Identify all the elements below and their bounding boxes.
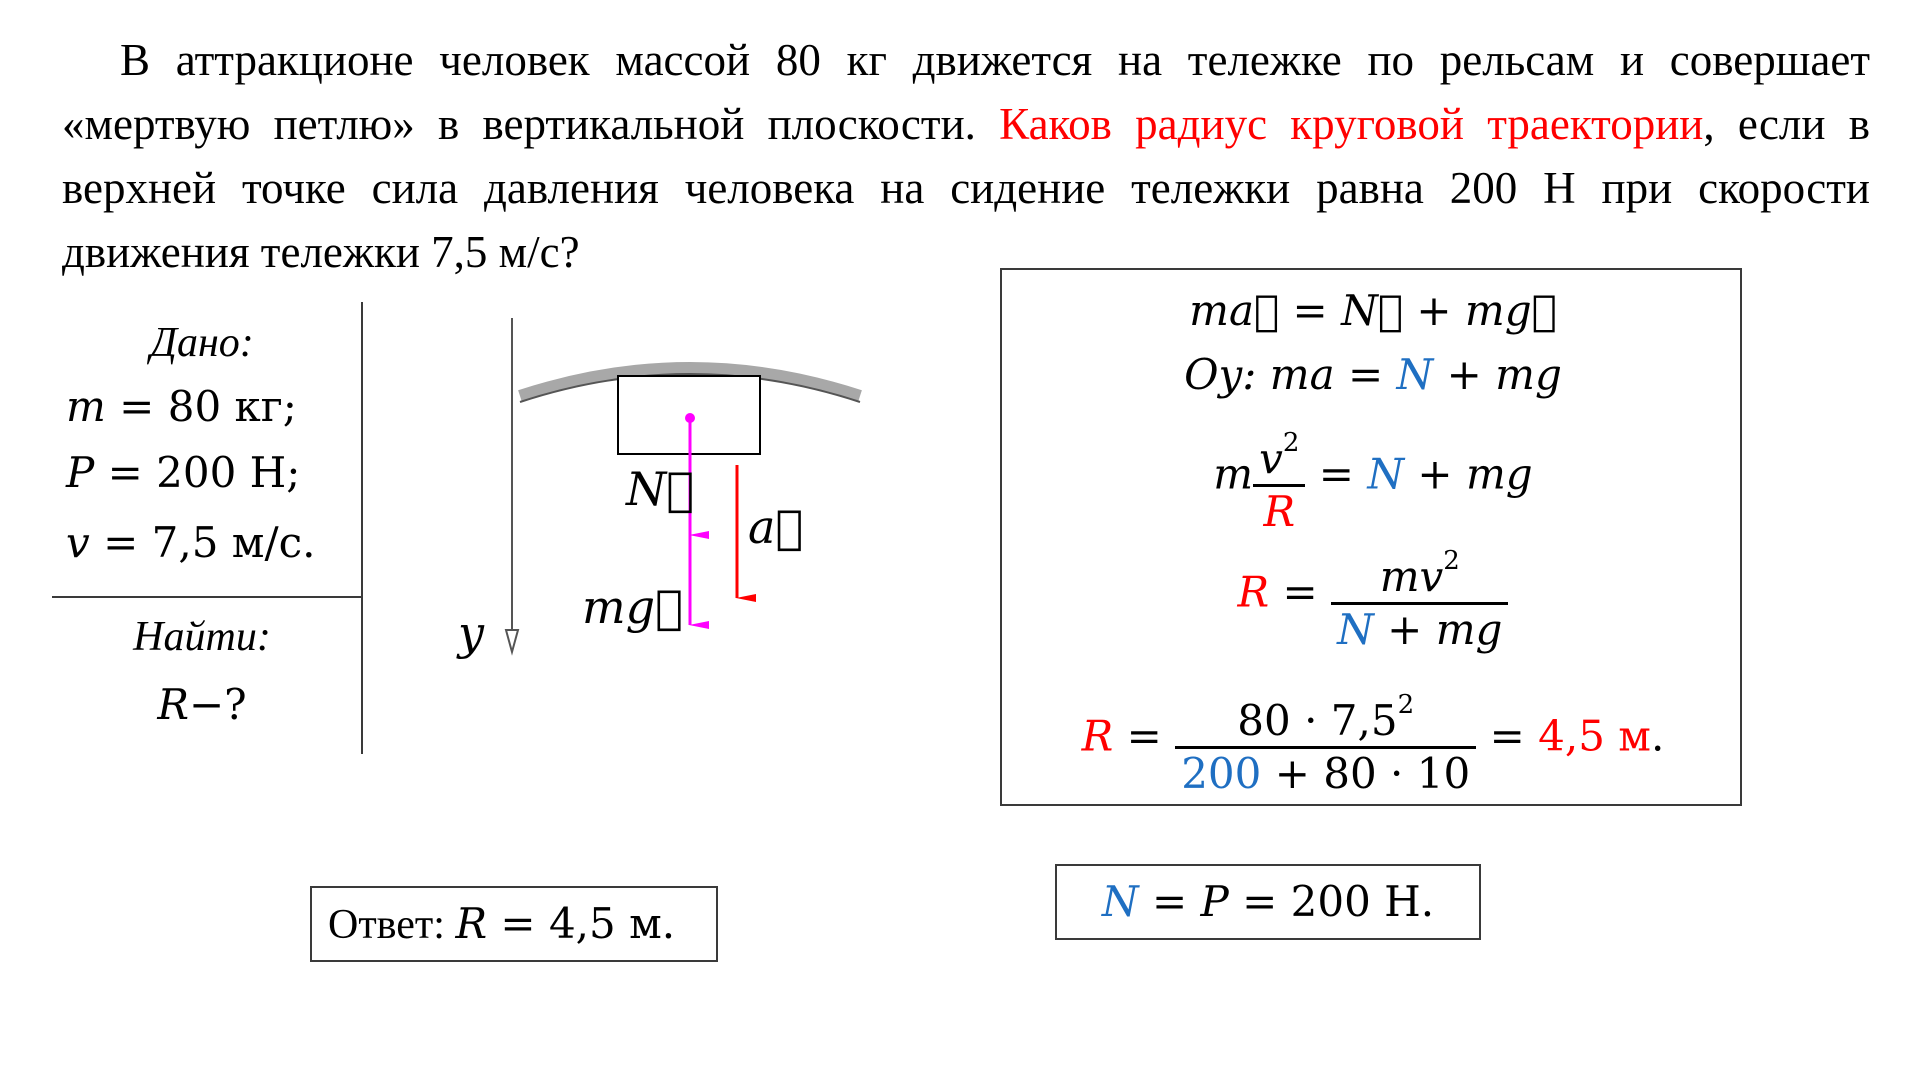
answer-value: = 4,5 м. [487, 899, 676, 948]
label-normal-force: N⃗ [626, 462, 694, 516]
answer-symbol: R [455, 899, 488, 948]
eq4-radius: R [1237, 567, 1270, 617]
equation-centripetal [1002, 418, 1744, 537]
eq5-eq: = [1113, 711, 1176, 761]
equation-projection [1002, 350, 1744, 400]
given-divider-vertical [361, 302, 363, 754]
label-y-axis: y [458, 606, 484, 660]
eq5-result: 4,5 м [1538, 711, 1651, 761]
np-rest: = 200 Н. [1228, 877, 1435, 926]
problem-part1: В аттракционе человек массой 80 кг движется на тележке по рельсам и совершает «мертвую петлю» в вертикальной плоскости. [62, 35, 1870, 149]
answer-box [310, 886, 718, 962]
answer-label: Ответ: [328, 902, 456, 948]
mass-symbol: m [66, 382, 106, 431]
given-pressure [66, 448, 300, 499]
given-divider-horizontal [52, 596, 363, 598]
find-symbol: R [157, 680, 189, 729]
problem-part2: , если в верхней точке сила давления человека на сидение тележки равна 200 Н при скорости движения тележки 7,5 м/с? [62, 99, 1870, 277]
given-mass [66, 382, 297, 433]
pressure-value: = 200 Н; [94, 448, 301, 497]
np-pressure: P [1200, 877, 1229, 926]
eq3-suffix: + mg [1404, 449, 1533, 499]
pressure-symbol: P [66, 448, 95, 497]
find-header: Найти: [133, 614, 271, 660]
eq3-num: v [1259, 434, 1283, 484]
label-acceleration: a⃗ [748, 500, 804, 554]
eq5-den-200: 200 [1181, 749, 1262, 799]
eq3-den: R [1253, 484, 1305, 537]
eq4-num: mv [1379, 552, 1444, 602]
eq2-normal: N [1396, 350, 1434, 399]
y-axis-arrowhead [506, 630, 518, 652]
solution-box [1000, 268, 1742, 806]
eq3-normal: N [1367, 449, 1405, 499]
eq3-eq: = [1305, 449, 1368, 499]
eq4-den-normal: N [1337, 605, 1374, 655]
eq5-radius: R [1081, 711, 1114, 761]
eq5-num: 80 · 7,5 [1237, 696, 1398, 746]
find-value: −? [188, 680, 247, 729]
velocity-value: = 7,5 м/с. [89, 518, 316, 567]
eq3-mass: m [1213, 449, 1254, 499]
eq4-den-rest: + mg [1373, 605, 1503, 655]
equation-radius-formula [1002, 536, 1744, 655]
eq5-eq2: = [1476, 711, 1539, 761]
eq5-fraction [1175, 680, 1476, 799]
eq2-suffix: + mg [1433, 350, 1562, 399]
find-radius [52, 680, 352, 731]
problem-text [62, 28, 1870, 284]
given-velocity [66, 518, 315, 569]
np-normal: N [1101, 877, 1139, 926]
normal-equals-weight-box [1055, 864, 1481, 940]
eq3-fraction [1253, 418, 1305, 537]
equation-newton-vector: ma⃗ = N⃗ + mg⃗ [1189, 286, 1557, 335]
problem-question: Каков радиус круговой траектории [999, 99, 1704, 149]
eq5-den-rest: + 80 · 10 [1261, 749, 1471, 799]
eq3-num-sup: 2 [1282, 428, 1300, 458]
np-eq: = [1138, 877, 1201, 926]
eq2-prefix: Oy: ma = [1184, 350, 1397, 399]
eq5-dot: . [1650, 711, 1665, 761]
velocity-symbol: v [66, 518, 90, 567]
eq4-fraction [1331, 536, 1508, 655]
eq4-eq: = [1269, 567, 1332, 617]
given-header: Дано: [150, 320, 254, 366]
equation-radius-numeric [1002, 680, 1744, 799]
label-gravity: mg⃗ [582, 580, 683, 634]
eq4-num-sup: 2 [1443, 546, 1460, 576]
mass-value: = 80 кг; [105, 382, 297, 431]
eq5-num-sup: 2 [1397, 690, 1415, 720]
